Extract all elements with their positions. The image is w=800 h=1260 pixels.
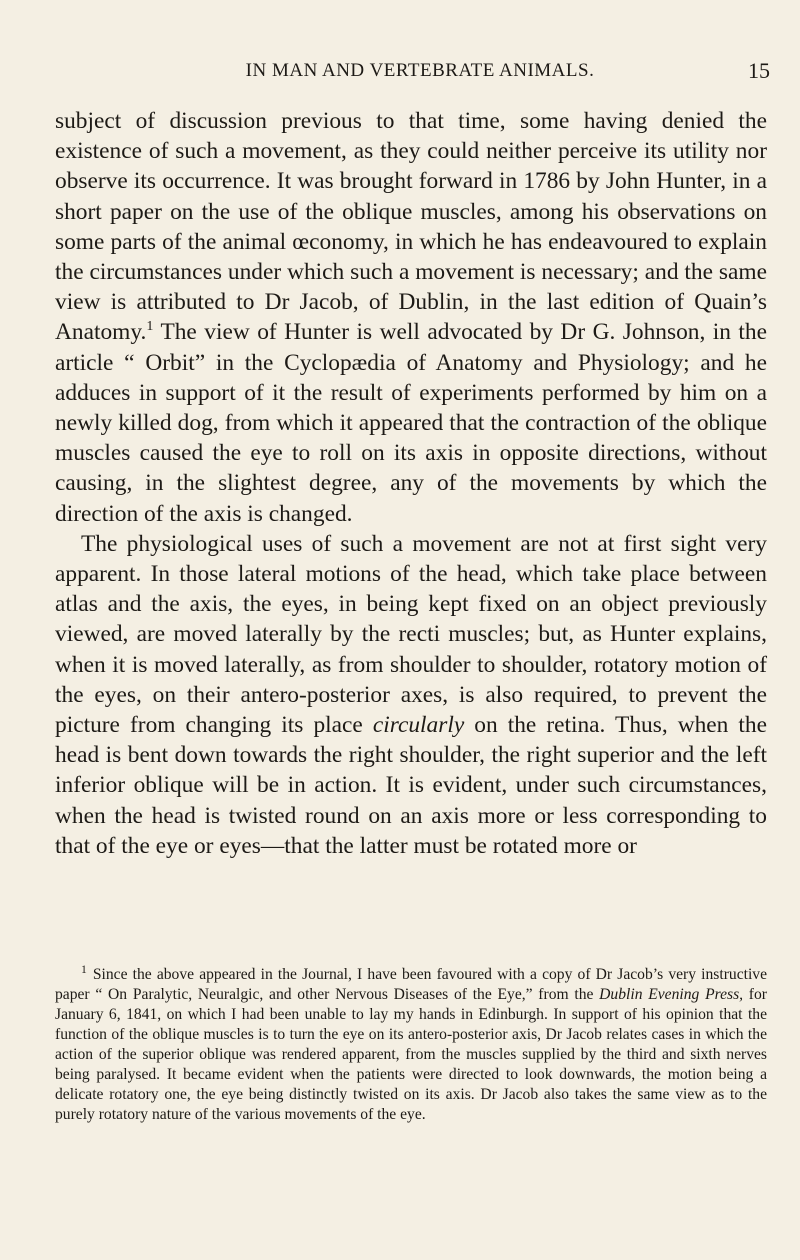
footnotes: [55, 962, 767, 1125]
paragraph-1-part-a: subject of discussion previous to that time, some having denied the existence of such a movement, as they could neither perceive its utility nor observe its occurrence. It was brought forward in 1786 by John Hunter, in a short paper on the use of the oblique muscles, among his observations on some parts of the animal œconomy, in which he has endeavoured to explain the circumstances under which such a movement is necessary; and the same view is attributed to Dr Jacob, of Dublin, in the last edition of Quain’s Anatomy.: [55, 108, 767, 346]
paragraph-2-part-b: on the retina. Thus, when the head is bent down towards the right shoulder, the right superior and the left inferior oblique will be in action. It is evident, under such circumstances, when the head is twisted round on an axis more or less corresponding to that of the eye or eyes—that the latter must be rotated more or: [55, 712, 767, 859]
page-number: 15: [748, 58, 770, 83]
footnote-reference: 1: [146, 318, 154, 335]
paragraph-1: [55, 106, 767, 529]
emphasis-circularly: circularly: [372, 712, 465, 739]
paragraph-2-part-a: The physiological uses of such a movement are not at first sight very apparent. In those lateral motions of the head, which take place between atlas and the axis, the eyes, in being kept fixed on an object previously viewed, are moved laterally by the recti muscles; but, as Hunter explains, when it is moved laterally, as from shoulder to shoulder, rotatory motion of the eyes, on their antero-posterior axes, is also required, to prevent the picture from changing its place: [55, 530, 767, 739]
footnote-text-part-a: Since the above appeared in the Journal, I have been favoured with a copy of Dr Jacob’s very instructive paper “ On Paralytic, Neuralgic, and other Nervous Diseases of the Eye,” from the: [55, 966, 767, 1003]
footnote-marker: 1: [81, 962, 87, 976]
running-title: IN MAN AND VERTEBRATE ANIMALS.: [245, 60, 595, 81]
footnote-1: [55, 962, 767, 1125]
paragraph-1-part-b: The view of Hunter is well advocated by Dr G. Johnson, in the article “ Orbit” in the Cyclopædia of Anatomy and Physiology; and he adduces in support of it the result of experiments performed by him on a newly killed dog, from which it appeared that the contraction of the oblique muscles caused the eye to roll on its axis in opposite directions, without causing, in the slightest degree, any of the movements by which the direction of the axis is changed.: [55, 319, 767, 527]
footnote-text-part-b: for January 6, 1841, on which I had been unable to lay my hands in Edinburgh. In support of his opinion that the function of the oblique muscles is to turn the eye on its antero-posterior axis, Dr Jacob relates cases in which the action of the superior oblique was rendered apparent, from the muscles supplied by the third and sixth nerves being paralysed. It became evident when the patients were directed to look downwards, the motion being a delicate rotatory one, the eye being distinctly twisted on its axis. Dr Jacob also takes the same view as to the purely rotatory nature of the various movements of the eye.: [55, 986, 767, 1123]
main-text: [55, 106, 767, 861]
paragraph-2: [55, 529, 767, 861]
footnote-source-title: Dublin Evening Press,: [599, 986, 744, 1003]
running-head: [120, 58, 770, 88]
